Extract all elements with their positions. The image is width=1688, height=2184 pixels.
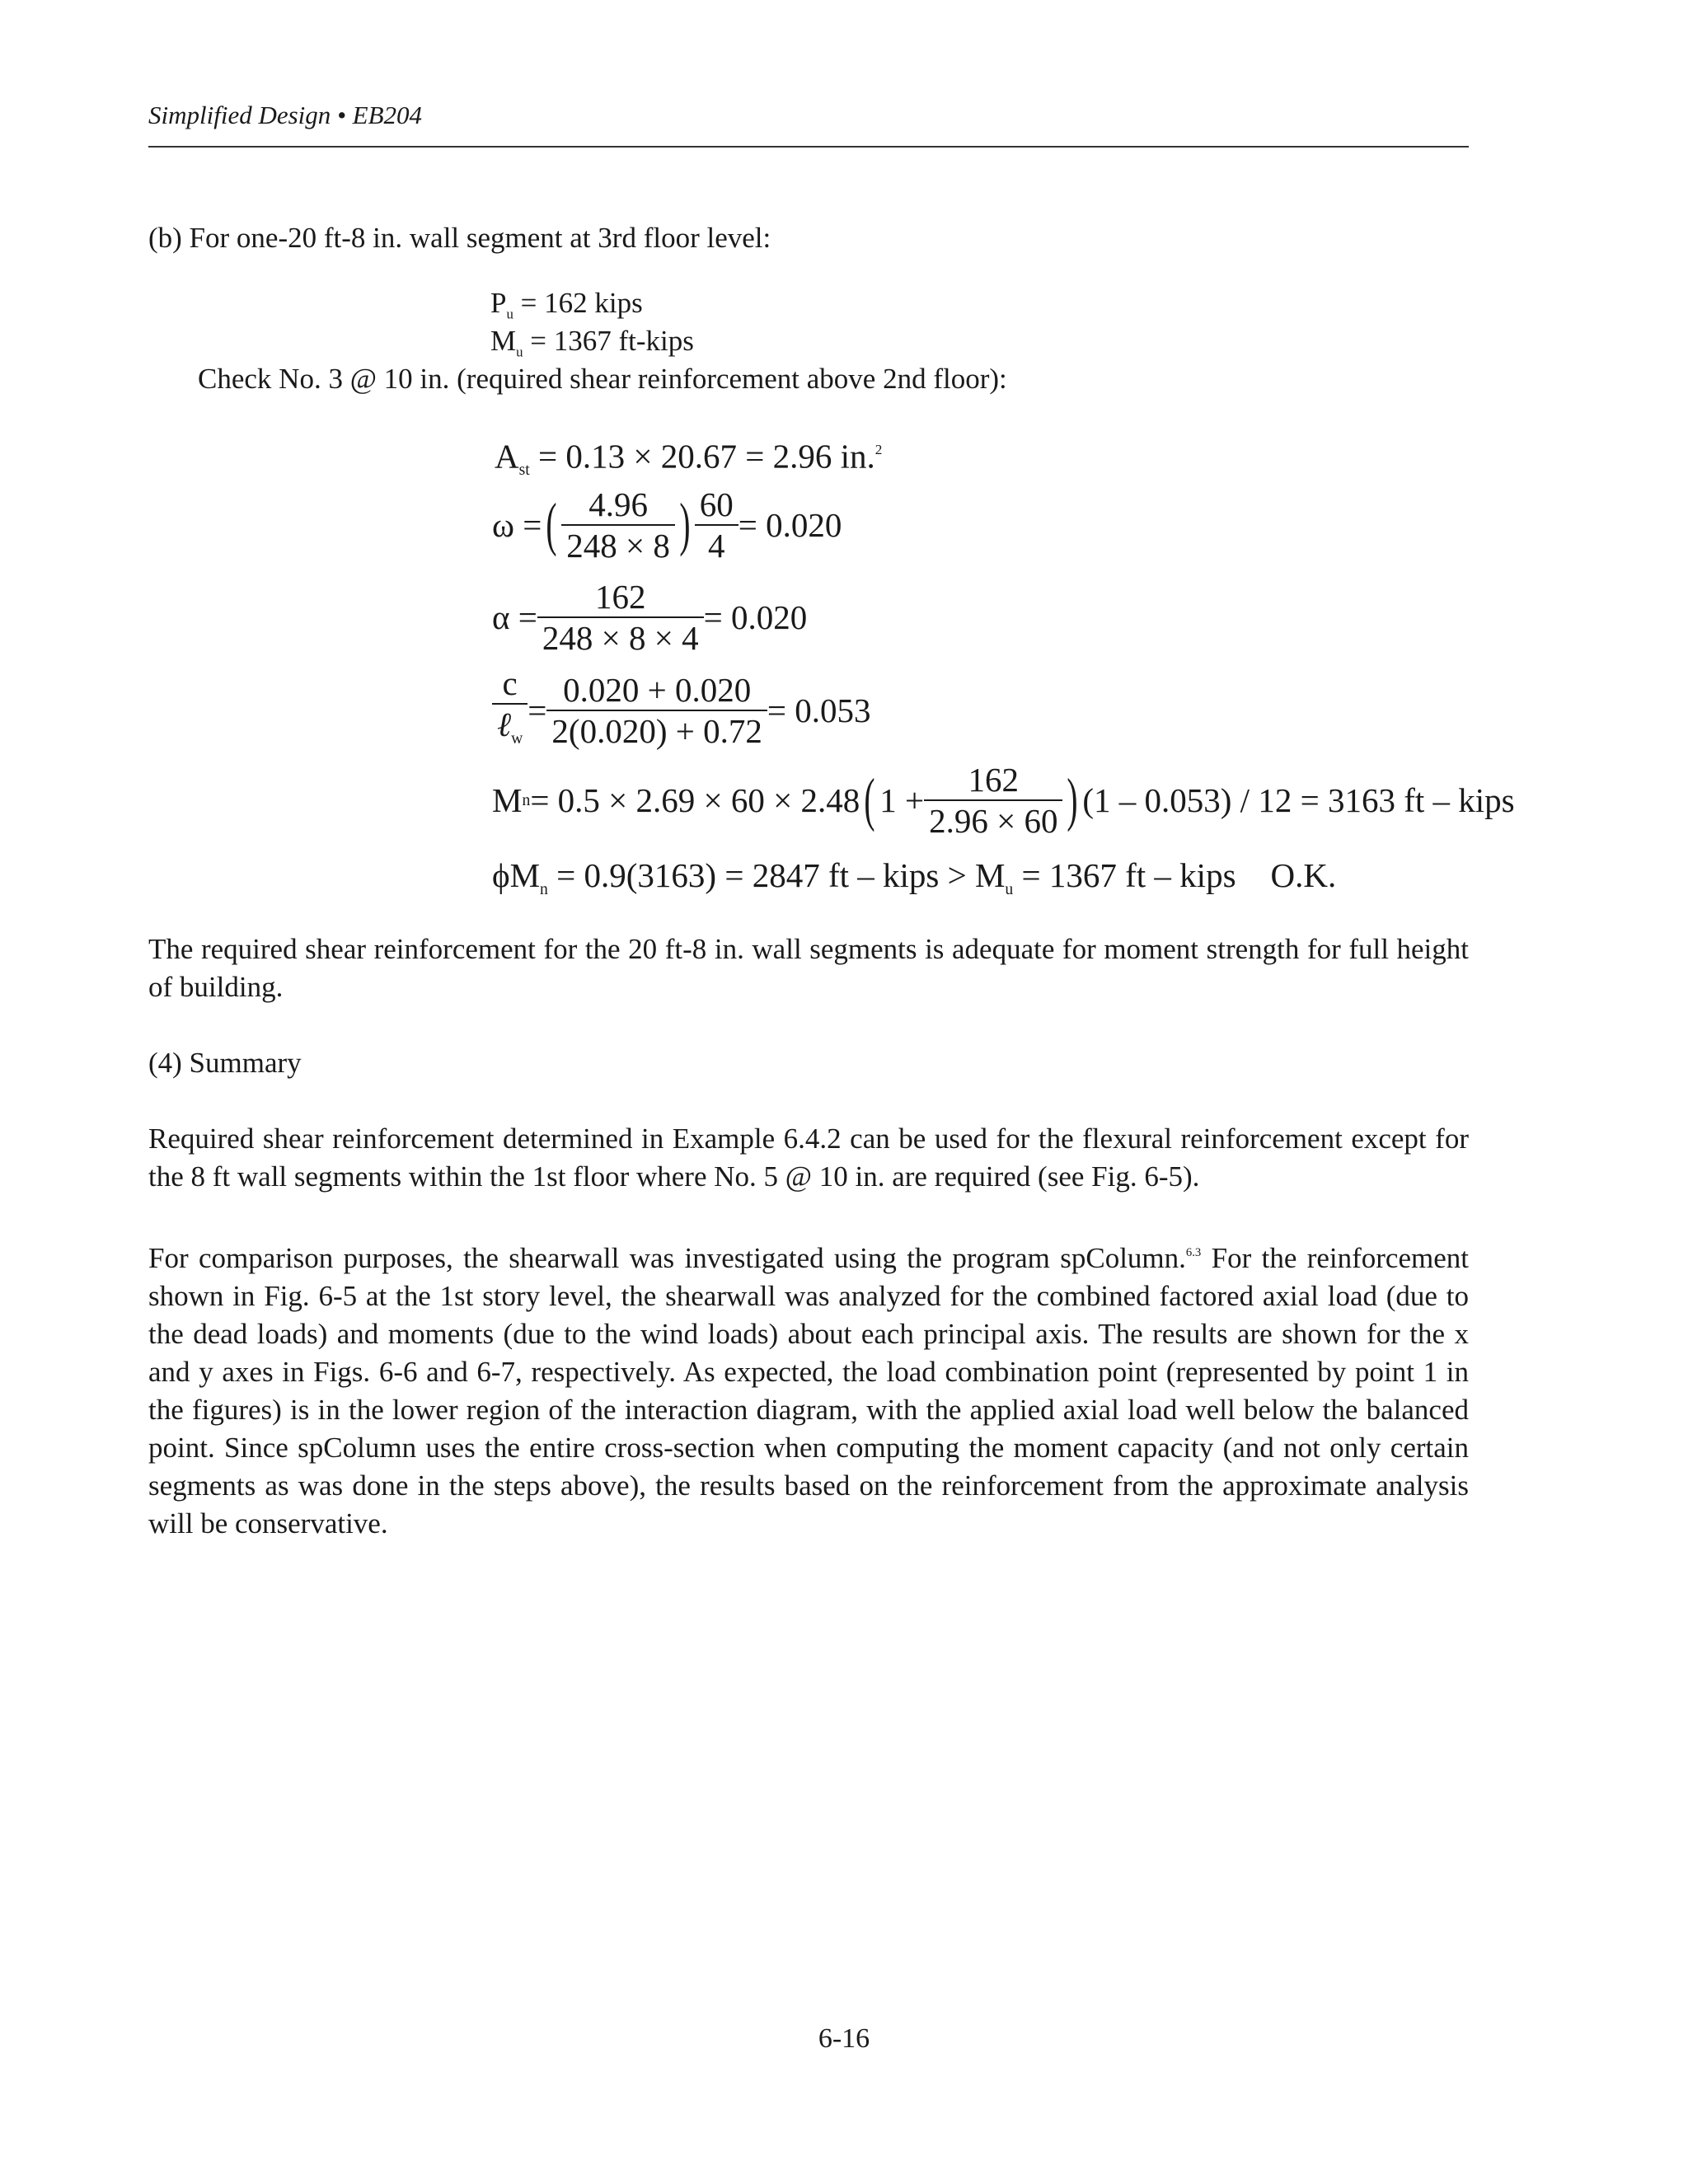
c-lw-result: = 0.053 bbox=[767, 691, 871, 730]
mn-part2: (1 – 0.053) / 12 = 3163 ft – kips bbox=[1082, 781, 1515, 819]
running-header: Simplified Design • EB204 bbox=[148, 101, 423, 129]
alpha-rhs: = 0.020 bbox=[703, 598, 808, 636]
omega-num-1: 4.96 bbox=[588, 485, 648, 523]
omega-den-2: 4 bbox=[708, 527, 725, 565]
ast-symbol: A bbox=[495, 437, 519, 476]
c-lw-den bbox=[492, 705, 528, 758]
c-lw-rhs-num: 0.020 + 0.020 bbox=[563, 671, 752, 710]
comparison-text-a: For comparison purposes, the shearwall was investigated using the program spColumn. bbox=[148, 1241, 1186, 1274]
omega-open-paren: ( bbox=[546, 491, 557, 558]
omega-num-2: 60 bbox=[699, 485, 734, 523]
alpha-lhs: α = bbox=[492, 598, 537, 636]
equation-mn bbox=[492, 760, 1515, 841]
ast-subscript: st bbox=[518, 461, 530, 480]
alpha-den: 248 × 8 × 4 bbox=[542, 619, 699, 657]
omega-den-1: 248 × 8 bbox=[566, 527, 670, 565]
header-rule bbox=[148, 146, 1469, 148]
phimn-part2: = 1367 ft – kips bbox=[1013, 856, 1236, 894]
mn-open-paren: ( bbox=[864, 766, 875, 833]
equation-alpha bbox=[492, 577, 807, 658]
equation-c-lw bbox=[492, 663, 870, 758]
page-number: 6-16 bbox=[818, 2023, 870, 2054]
comparison-text-b: For the reinforcement shown in Fig. 6-5 at the 1st story level, the shearwall was analyzed for the combined factored axial load (due to the dead loads) and moments (due to the wind loads) about each principal axis. The results are shown for the x and y axes in Figs. 6-6 and 6-7, respectively. As expected, the load combination point (represented by point 1 in the figures) is in the lower region of the interaction diagram, with the applied axial load well below the balanced point. Since spColumn uses the entire cross-section when computing the moment capacity (and not only certain segments as was done in the steps above), the results based on the reinforcement from the approximate analysis will be conservative. bbox=[148, 1241, 1469, 1540]
mn-den: 2.96 × 60 bbox=[929, 802, 1058, 840]
omega-fraction-2 bbox=[695, 485, 738, 565]
summary-heading: (4) Summary bbox=[148, 1047, 302, 1079]
mn-close-paren: ) bbox=[1067, 766, 1078, 833]
c-lw-equals: = bbox=[528, 691, 547, 730]
phimn-part1: = 0.9(3163) = 2847 ft – kips > M bbox=[547, 856, 1006, 894]
paragraph-adequacy: The required shear reinforcement for the 20 ft-8 in. wall segments is adequate for moment strength for full height of building. bbox=[148, 933, 1469, 1003]
c-lw-num: c bbox=[502, 664, 518, 702]
reference-superscript: 6.3 bbox=[1185, 1246, 1202, 1259]
phimn-symbol: ϕM bbox=[492, 856, 541, 894]
phimn-subscript-2: u bbox=[1005, 879, 1014, 898]
alpha-num: 162 bbox=[594, 578, 646, 616]
mn-subscript: n bbox=[522, 791, 531, 809]
omega-rhs: = 0.020 bbox=[738, 506, 842, 544]
pu-symbol: P bbox=[490, 287, 507, 319]
lw-subscript: w bbox=[511, 729, 523, 748]
omega-lhs: ω = bbox=[492, 506, 542, 544]
pu-value: = 162 kips bbox=[513, 287, 643, 319]
phimn-ok: O.K. bbox=[1270, 856, 1337, 894]
ast-superscript: 2 bbox=[874, 442, 883, 457]
phimn-subscript: n bbox=[540, 879, 548, 898]
mn-one-plus: 1 + bbox=[879, 781, 925, 819]
c-lw-rhs-fraction bbox=[546, 670, 767, 751]
paragraph-comparison bbox=[148, 1234, 1469, 1543]
mu-value: = 1367 ft-kips bbox=[523, 325, 694, 357]
section-b-intro: (b) For one-20 ft-8 in. wall segment at 3rd floor level: bbox=[148, 222, 771, 254]
alpha-fraction bbox=[537, 577, 704, 658]
ast-rhs: = 0.13 × 20.67 = 2.96 in. bbox=[529, 437, 875, 476]
omega-fraction-1 bbox=[561, 485, 675, 565]
check-line: Check No. 3 @ 10 in. (required shear reinforcement above 2nd floor): bbox=[198, 363, 1007, 395]
mu-subscript: u bbox=[516, 344, 523, 360]
mn-fraction bbox=[924, 760, 1062, 841]
equation-phimn bbox=[492, 855, 1336, 909]
equation-omega bbox=[492, 485, 842, 565]
equation-ast bbox=[495, 430, 882, 490]
paragraph-summary: Required shear reinforcement determined in Example 6.4.2 can be used for the flexural reinforcement except for the 8 ft wall segments within the 1st floor where No. 5 @ 10 in. are required (see Fig. 6-5). bbox=[148, 1122, 1469, 1193]
c-lw-fraction bbox=[492, 663, 528, 758]
lw-symbol: ℓ bbox=[497, 705, 512, 743]
mn-part1: = 0.5 × 2.69 × 60 × 2.48 bbox=[530, 781, 860, 819]
omega-close-paren: ) bbox=[679, 491, 691, 558]
c-lw-rhs-den: 2(0.020) + 0.72 bbox=[551, 712, 762, 751]
mu-symbol: M bbox=[490, 325, 517, 357]
pu-subscript: u bbox=[506, 306, 513, 322]
mn-symbol: M bbox=[492, 781, 523, 819]
mn-num: 162 bbox=[968, 761, 1020, 799]
